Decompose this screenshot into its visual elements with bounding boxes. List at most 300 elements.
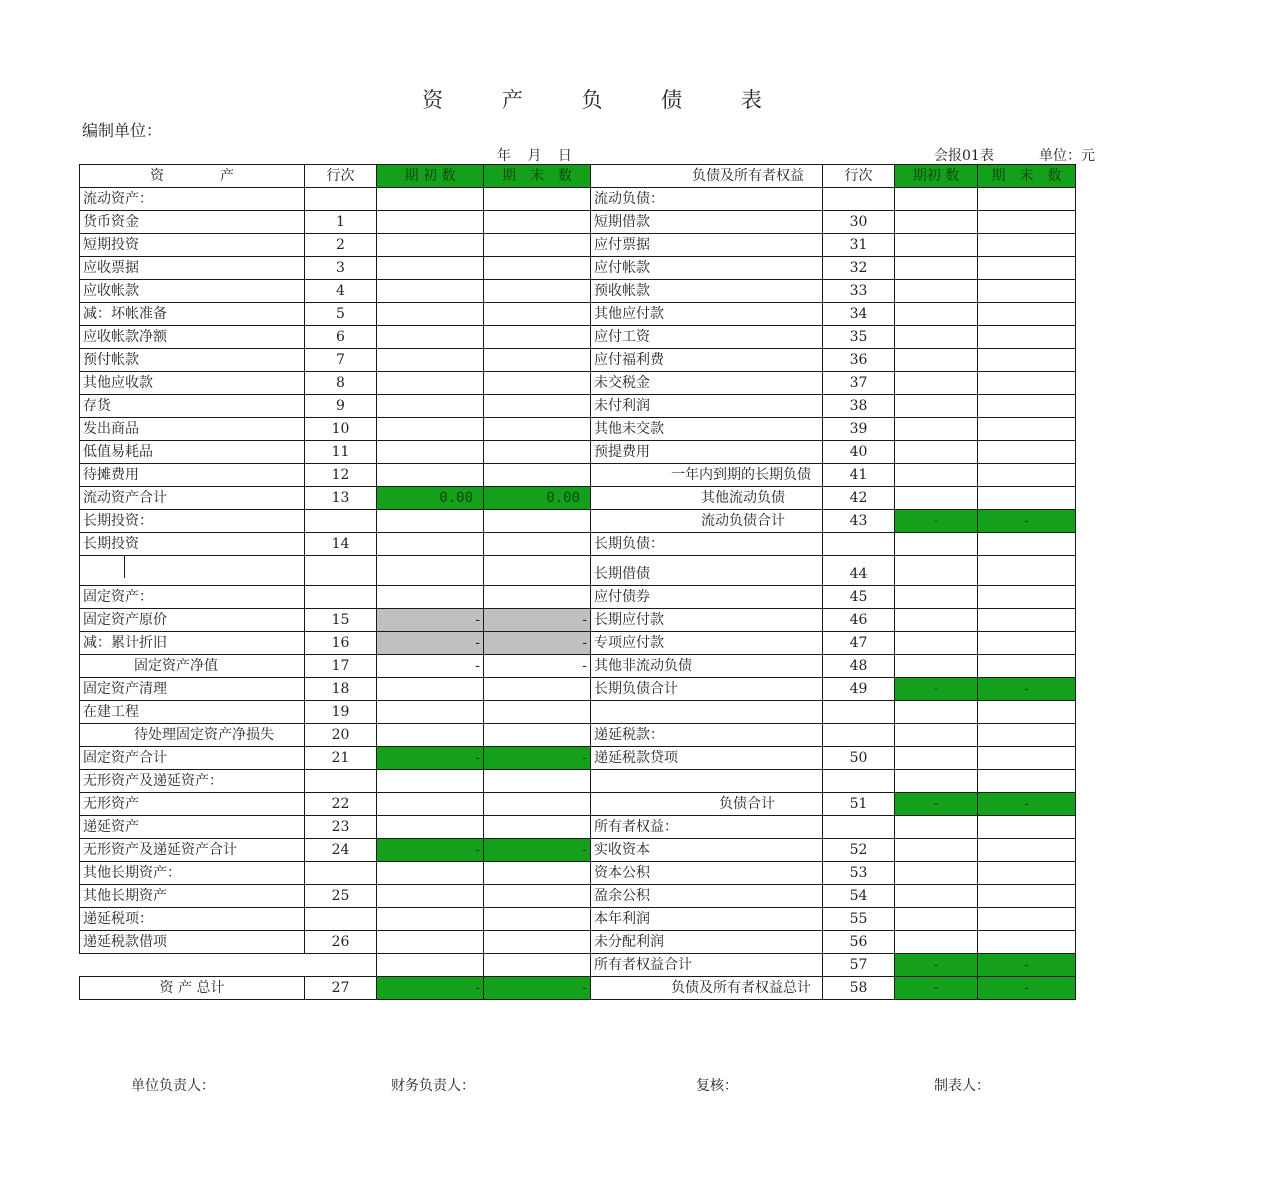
liability-end-amount[interactable]: -: [978, 510, 1076, 533]
col-header-liabilities: 负债及所有者权益: [591, 165, 823, 188]
table-row: [80, 954, 1076, 977]
asset-begin-amount[interactable]: [377, 701, 484, 724]
liability-begin-amount[interactable]: -: [895, 954, 978, 977]
liability-begin-amount[interactable]: [895, 464, 978, 487]
liability-label: 长期负债：: [591, 533, 823, 556]
asset-row-no: 7: [305, 349, 377, 372]
liability-row-no: 55: [823, 908, 895, 931]
asset-end-amount[interactable]: -: [484, 747, 591, 770]
liability-end-amount[interactable]: [978, 303, 1076, 326]
liability-row-no: 37: [823, 372, 895, 395]
liability-row-no: 49: [823, 678, 895, 701]
liability-end-amount[interactable]: [978, 326, 1076, 349]
liability-end-amount[interactable]: [978, 655, 1076, 678]
asset-row-no: 19: [305, 701, 377, 724]
liability-end-amount[interactable]: [978, 609, 1076, 632]
table-row: [80, 701, 1076, 724]
liability-begin-amount[interactable]: -: [895, 793, 978, 816]
liability-label: 其他流动负债: [591, 487, 823, 510]
liability-end-amount[interactable]: [978, 257, 1076, 280]
liability-row-no: 45: [823, 586, 895, 609]
col-header-end: 期 末 数: [484, 165, 591, 188]
liability-begin-amount[interactable]: [895, 632, 978, 655]
asset-end-amount[interactable]: -: [484, 655, 591, 678]
asset-begin-amount[interactable]: [377, 586, 484, 609]
liability-label: 长期借债: [591, 556, 823, 586]
liability-end-amount[interactable]: [978, 441, 1076, 464]
liability-label: 未分配利润: [591, 931, 823, 954]
table-row: [80, 885, 1076, 908]
table-row: [80, 188, 1076, 211]
asset-begin-amount[interactable]: [377, 280, 484, 303]
page-title: 资 产 负 债 表: [422, 88, 788, 112]
asset-label: 应收票据: [80, 257, 305, 280]
asset-begin-amount[interactable]: [377, 678, 484, 701]
asset-begin-amount[interactable]: [377, 816, 484, 839]
asset-row-no: [305, 908, 377, 931]
col-header-begin: 期 初 数: [377, 165, 484, 188]
liability-begin-amount[interactable]: [895, 724, 978, 747]
table-row: [80, 678, 1076, 701]
table-row: [80, 609, 1076, 632]
liability-begin-amount[interactable]: [895, 280, 978, 303]
asset-begin-amount[interactable]: [377, 556, 484, 586]
table-row: [80, 586, 1076, 609]
asset-end-amount[interactable]: [484, 770, 591, 793]
liability-end-amount[interactable]: [978, 908, 1076, 931]
asset-begin-amount[interactable]: -: [377, 977, 484, 1000]
liability-row-no: 58: [823, 977, 895, 1000]
asset-row-no: 12: [305, 464, 377, 487]
liability-begin-amount[interactable]: [895, 441, 978, 464]
asset-begin-amount[interactable]: [377, 510, 484, 533]
liability-end-amount[interactable]: [978, 533, 1076, 556]
asset-label: 无形资产及递延资产：: [80, 770, 305, 793]
liability-row-no: 40: [823, 441, 895, 464]
liability-begin-amount[interactable]: [895, 303, 978, 326]
liability-begin-amount[interactable]: [895, 372, 978, 395]
table-row: [80, 816, 1076, 839]
liability-end-amount[interactable]: [978, 747, 1076, 770]
liability-label: 长期负债合计: [591, 678, 823, 701]
liability-row-no: 31: [823, 234, 895, 257]
liability-end-amount[interactable]: [978, 885, 1076, 908]
asset-row-no: 1: [305, 211, 377, 234]
liability-label: 负债及所有者权益总计: [591, 977, 823, 1000]
asset-row-no: 8: [305, 372, 377, 395]
table-row: [80, 280, 1076, 303]
asset-end-amount[interactable]: [484, 701, 591, 724]
table-row: [80, 747, 1076, 770]
liability-row-no: [823, 770, 895, 793]
signature-preparer: 制表人：: [934, 1078, 990, 1094]
liability-end-amount[interactable]: -: [978, 977, 1076, 1000]
table-row: [80, 510, 1076, 533]
col-header-row-no-right: 行次: [823, 165, 895, 188]
asset-end-amount[interactable]: [484, 510, 591, 533]
liability-end-amount[interactable]: [978, 349, 1076, 372]
asset-row-no: [305, 862, 377, 885]
asset-label: 递延税项：: [80, 908, 305, 931]
liability-end-amount[interactable]: -: [978, 954, 1076, 977]
liability-label: 预收帐款: [591, 280, 823, 303]
liability-begin-amount[interactable]: [895, 556, 978, 586]
asset-end-amount[interactable]: [484, 678, 591, 701]
signature-unit-head: 单位负责人：: [131, 1078, 215, 1094]
liability-begin-amount[interactable]: [895, 487, 978, 510]
asset-begin-amount[interactable]: [377, 724, 484, 747]
liability-end-amount[interactable]: [978, 816, 1076, 839]
asset-end-amount[interactable]: -: [484, 839, 591, 862]
asset-row-no: [305, 188, 377, 211]
asset-label: 固定资产合计: [80, 747, 305, 770]
table-row: [80, 487, 1076, 510]
liability-row-no: 32: [823, 257, 895, 280]
asset-end-amount[interactable]: [484, 586, 591, 609]
asset-end-amount[interactable]: [484, 395, 591, 418]
asset-end-amount[interactable]: [484, 954, 591, 977]
asset-row-no: 15: [305, 609, 377, 632]
liability-label: 应付帐款: [591, 257, 823, 280]
asset-row-no: 21: [305, 747, 377, 770]
asset-begin-amount[interactable]: 0.00: [377, 487, 484, 510]
liability-begin-amount[interactable]: [895, 188, 978, 211]
liability-label: 其他应付款: [591, 303, 823, 326]
liability-label: 预提费用: [591, 441, 823, 464]
table-row: [80, 632, 1076, 655]
liability-end-amount[interactable]: [978, 862, 1076, 885]
currency-unit: 单位：元: [1039, 148, 1095, 164]
liability-begin-amount[interactable]: [895, 234, 978, 257]
asset-label: 长期投资: [80, 533, 305, 556]
asset-begin-amount[interactable]: [377, 303, 484, 326]
asset-label: 流动资产：: [80, 188, 305, 211]
liability-label: 短期借款: [591, 211, 823, 234]
liability-label: 其他非流动负债: [591, 655, 823, 678]
liability-end-amount[interactable]: [978, 211, 1076, 234]
asset-end-amount[interactable]: [484, 724, 591, 747]
asset-begin-amount[interactable]: [377, 234, 484, 257]
liability-label: 专项应付款: [591, 632, 823, 655]
asset-end-amount[interactable]: [484, 885, 591, 908]
asset-label: 在建工程: [80, 701, 305, 724]
table-row: [80, 211, 1076, 234]
liability-begin-amount[interactable]: [895, 395, 978, 418]
asset-row-no: 22: [305, 793, 377, 816]
table-row: [80, 395, 1076, 418]
asset-end-amount[interactable]: -: [484, 977, 591, 1000]
liability-begin-amount[interactable]: [895, 908, 978, 931]
asset-begin-amount[interactable]: -: [377, 839, 484, 862]
signature-reviewer: 复核：: [696, 1078, 738, 1094]
asset-label: 其他长期资产: [80, 885, 305, 908]
asset-label: 无形资产: [80, 793, 305, 816]
liability-end-amount[interactable]: [978, 770, 1076, 793]
liability-begin-amount[interactable]: [895, 257, 978, 280]
asset-begin-amount[interactable]: [377, 464, 484, 487]
col-header-assets: 资 产: [80, 165, 305, 188]
liability-begin-amount[interactable]: [895, 211, 978, 234]
asset-label: 递延税款借项: [80, 931, 305, 954]
asset-row-no: 27: [305, 977, 377, 1000]
liability-begin-amount[interactable]: [895, 747, 978, 770]
asset-begin-amount[interactable]: -: [377, 655, 484, 678]
asset-begin-amount[interactable]: [377, 954, 484, 977]
table-row: [80, 533, 1076, 556]
asset-row-no: 23: [305, 816, 377, 839]
col-header-end-right: 期 末 数: [978, 165, 1076, 188]
asset-begin-amount[interactable]: [377, 257, 484, 280]
liability-label: 递延税款：: [591, 724, 823, 747]
liability-row-no: 41: [823, 464, 895, 487]
liability-row-no: 30: [823, 211, 895, 234]
asset-row-no: [305, 770, 377, 793]
liability-begin-amount[interactable]: [895, 701, 978, 724]
liability-row-no: [823, 816, 895, 839]
asset-end-amount[interactable]: [484, 372, 591, 395]
liability-end-amount[interactable]: [978, 556, 1076, 586]
asset-end-amount[interactable]: [484, 349, 591, 372]
asset-begin-amount[interactable]: [377, 931, 484, 954]
liability-begin-amount[interactable]: [895, 609, 978, 632]
asset-row-no: 9: [305, 395, 377, 418]
asset-row-no: 10: [305, 418, 377, 441]
table-row: [80, 793, 1076, 816]
asset-begin-amount[interactable]: [377, 770, 484, 793]
asset-row-no: 5: [305, 303, 377, 326]
table-row: [80, 839, 1076, 862]
liability-begin-amount[interactable]: [895, 533, 978, 556]
table-row: [80, 257, 1076, 280]
liability-begin-amount[interactable]: [895, 770, 978, 793]
asset-label: 固定资产净值: [80, 655, 305, 678]
asset-begin-amount[interactable]: [377, 326, 484, 349]
liability-begin-amount[interactable]: [895, 418, 978, 441]
asset-begin-amount[interactable]: [377, 908, 484, 931]
report-date: 年 月 日: [497, 148, 572, 164]
liability-end-amount[interactable]: [978, 188, 1076, 211]
asset-end-amount[interactable]: [484, 556, 591, 586]
liability-end-amount[interactable]: -: [978, 678, 1076, 701]
asset-label: 短期投资: [80, 234, 305, 257]
asset-end-amount[interactable]: [484, 211, 591, 234]
asset-row-no: 25: [305, 885, 377, 908]
liability-begin-amount[interactable]: [895, 931, 978, 954]
asset-row-no: 17: [305, 655, 377, 678]
asset-begin-amount[interactable]: -: [377, 747, 484, 770]
asset-label: 应收帐款净额: [80, 326, 305, 349]
table-row: [80, 418, 1076, 441]
asset-end-amount[interactable]: [484, 188, 591, 211]
liability-label: 负债合计: [591, 793, 823, 816]
liability-begin-amount[interactable]: [895, 862, 978, 885]
balance-sheet-table: [79, 164, 1076, 1000]
asset-end-amount[interactable]: [484, 257, 591, 280]
asset-end-amount[interactable]: [484, 326, 591, 349]
liability-begin-amount[interactable]: [895, 885, 978, 908]
liability-end-amount[interactable]: [978, 234, 1076, 257]
asset-end-amount[interactable]: -: [484, 632, 591, 655]
liability-label: 应付工资: [591, 326, 823, 349]
asset-end-amount[interactable]: [484, 931, 591, 954]
table-row: [80, 556, 1076, 586]
liability-end-amount[interactable]: [978, 395, 1076, 418]
asset-label: 预付帐款: [80, 349, 305, 372]
table-row: [80, 303, 1076, 326]
liability-row-no: 42: [823, 487, 895, 510]
liability-row-no: 56: [823, 931, 895, 954]
asset-label: 存货: [80, 395, 305, 418]
asset-begin-amount[interactable]: [377, 418, 484, 441]
cell-divider: [80, 556, 125, 578]
asset-label: 低值易耗品: [80, 441, 305, 464]
liability-label: 所有者权益：: [591, 816, 823, 839]
liability-row-no: [823, 188, 895, 211]
asset-row-no: 14: [305, 533, 377, 556]
report-number: 会报01表: [934, 148, 994, 164]
liability-end-amount[interactable]: [978, 586, 1076, 609]
liability-begin-amount[interactable]: [895, 349, 978, 372]
liability-end-amount[interactable]: [978, 487, 1076, 510]
liability-label: 资本公积: [591, 862, 823, 885]
asset-label: 发出商品: [80, 418, 305, 441]
asset-begin-amount[interactable]: -: [377, 609, 484, 632]
asset-begin-amount[interactable]: -: [377, 632, 484, 655]
liability-row-no: 39: [823, 418, 895, 441]
asset-row-no: 13: [305, 487, 377, 510]
asset-end-amount[interactable]: [484, 908, 591, 931]
asset-label: 减：坏帐准备: [80, 303, 305, 326]
asset-label: 减：累计折旧: [80, 632, 305, 655]
liability-label: 应付债券: [591, 586, 823, 609]
liability-begin-amount[interactable]: [895, 326, 978, 349]
asset-row-no: [305, 556, 377, 586]
compiling-unit-label: 编制单位：: [82, 121, 163, 140]
asset-begin-amount[interactable]: [377, 395, 484, 418]
asset-label: 递延资产: [80, 816, 305, 839]
liability-end-amount[interactable]: -: [978, 793, 1076, 816]
liability-end-amount[interactable]: [978, 632, 1076, 655]
table-row: [80, 234, 1076, 257]
asset-end-amount[interactable]: [484, 464, 591, 487]
liability-label: 应付票据: [591, 234, 823, 257]
asset-row-no: [305, 510, 377, 533]
liability-label: [591, 770, 823, 793]
liability-row-no: 52: [823, 839, 895, 862]
liability-label: [591, 701, 823, 724]
asset-end-amount[interactable]: 0.00: [484, 487, 591, 510]
table-row: [80, 977, 1076, 1000]
liability-row-no: 34: [823, 303, 895, 326]
liability-row-no: 38: [823, 395, 895, 418]
liability-row-no: 57: [823, 954, 895, 977]
liability-end-amount[interactable]: [978, 839, 1076, 862]
asset-end-amount[interactable]: [484, 441, 591, 464]
table-row: [80, 349, 1076, 372]
asset-begin-amount[interactable]: [377, 211, 484, 234]
asset-label: 流动资产合计: [80, 487, 305, 510]
asset-begin-amount[interactable]: [377, 533, 484, 556]
asset-end-amount[interactable]: [484, 816, 591, 839]
liability-end-amount[interactable]: [978, 464, 1076, 487]
liability-end-amount[interactable]: [978, 372, 1076, 395]
table-row: [80, 464, 1076, 487]
liability-row-no: [823, 701, 895, 724]
asset-end-amount[interactable]: [484, 418, 591, 441]
liability-end-amount[interactable]: [978, 701, 1076, 724]
asset-end-amount[interactable]: [484, 533, 591, 556]
asset-label: 固定资产原价: [80, 609, 305, 632]
asset-row-no: 20: [305, 724, 377, 747]
asset-end-amount[interactable]: -: [484, 609, 591, 632]
asset-end-amount[interactable]: [484, 793, 591, 816]
asset-label: 货币资金: [80, 211, 305, 234]
liability-label: 一年内到期的长期负债: [591, 464, 823, 487]
liability-begin-amount[interactable]: [895, 586, 978, 609]
asset-begin-amount[interactable]: [377, 372, 484, 395]
liability-label: 本年利润: [591, 908, 823, 931]
asset-row-no: 18: [305, 678, 377, 701]
liability-begin-amount[interactable]: -: [895, 678, 978, 701]
signature-finance-head: 财务负责人：: [391, 1078, 475, 1094]
liability-row-no: 33: [823, 280, 895, 303]
asset-label: 长期投资：: [80, 510, 305, 533]
asset-end-amount[interactable]: [484, 234, 591, 257]
liability-row-no: 46: [823, 609, 895, 632]
liability-end-amount[interactable]: [978, 418, 1076, 441]
liability-row-no: 54: [823, 885, 895, 908]
liability-row-no: 48: [823, 655, 895, 678]
asset-end-amount[interactable]: [484, 862, 591, 885]
asset-begin-amount[interactable]: [377, 793, 484, 816]
liability-label: 未交税金: [591, 372, 823, 395]
asset-label: 无形资产及递延资产合计: [80, 839, 305, 862]
liability-label: 流动负债合计: [591, 510, 823, 533]
asset-label: 其他长期资产：: [80, 862, 305, 885]
table-header-row: [80, 165, 1076, 188]
asset-end-amount[interactable]: [484, 280, 591, 303]
asset-row-no: 16: [305, 632, 377, 655]
asset-end-amount[interactable]: [484, 303, 591, 326]
liability-label: 所有者权益合计: [591, 954, 823, 977]
liability-end-amount[interactable]: [978, 280, 1076, 303]
liability-begin-amount[interactable]: [895, 655, 978, 678]
table-row: [80, 655, 1076, 678]
liability-end-amount[interactable]: [978, 931, 1076, 954]
asset-label: 资 产 总计: [80, 977, 305, 1000]
asset-begin-amount[interactable]: [377, 441, 484, 464]
asset-begin-amount[interactable]: [377, 349, 484, 372]
asset-row-no: [305, 586, 377, 609]
liability-end-amount[interactable]: [978, 724, 1076, 747]
asset-begin-amount[interactable]: [377, 885, 484, 908]
asset-label: 待摊费用: [80, 464, 305, 487]
asset-begin-amount[interactable]: [377, 862, 484, 885]
asset-begin-amount[interactable]: [377, 188, 484, 211]
liability-begin-amount[interactable]: -: [895, 510, 978, 533]
liability-begin-amount[interactable]: [895, 816, 978, 839]
asset-label: 待处理固定资产净损失: [80, 724, 305, 747]
asset-label: 固定资产：: [80, 586, 305, 609]
asset-row-no: 11: [305, 441, 377, 464]
liability-begin-amount[interactable]: -: [895, 977, 978, 1000]
liability-row-no: 36: [823, 349, 895, 372]
liability-row-no: 50: [823, 747, 895, 770]
asset-row-no: 26: [305, 931, 377, 954]
liability-begin-amount[interactable]: [895, 839, 978, 862]
asset-row-no: 2: [305, 234, 377, 257]
liability-row-no: [823, 533, 895, 556]
